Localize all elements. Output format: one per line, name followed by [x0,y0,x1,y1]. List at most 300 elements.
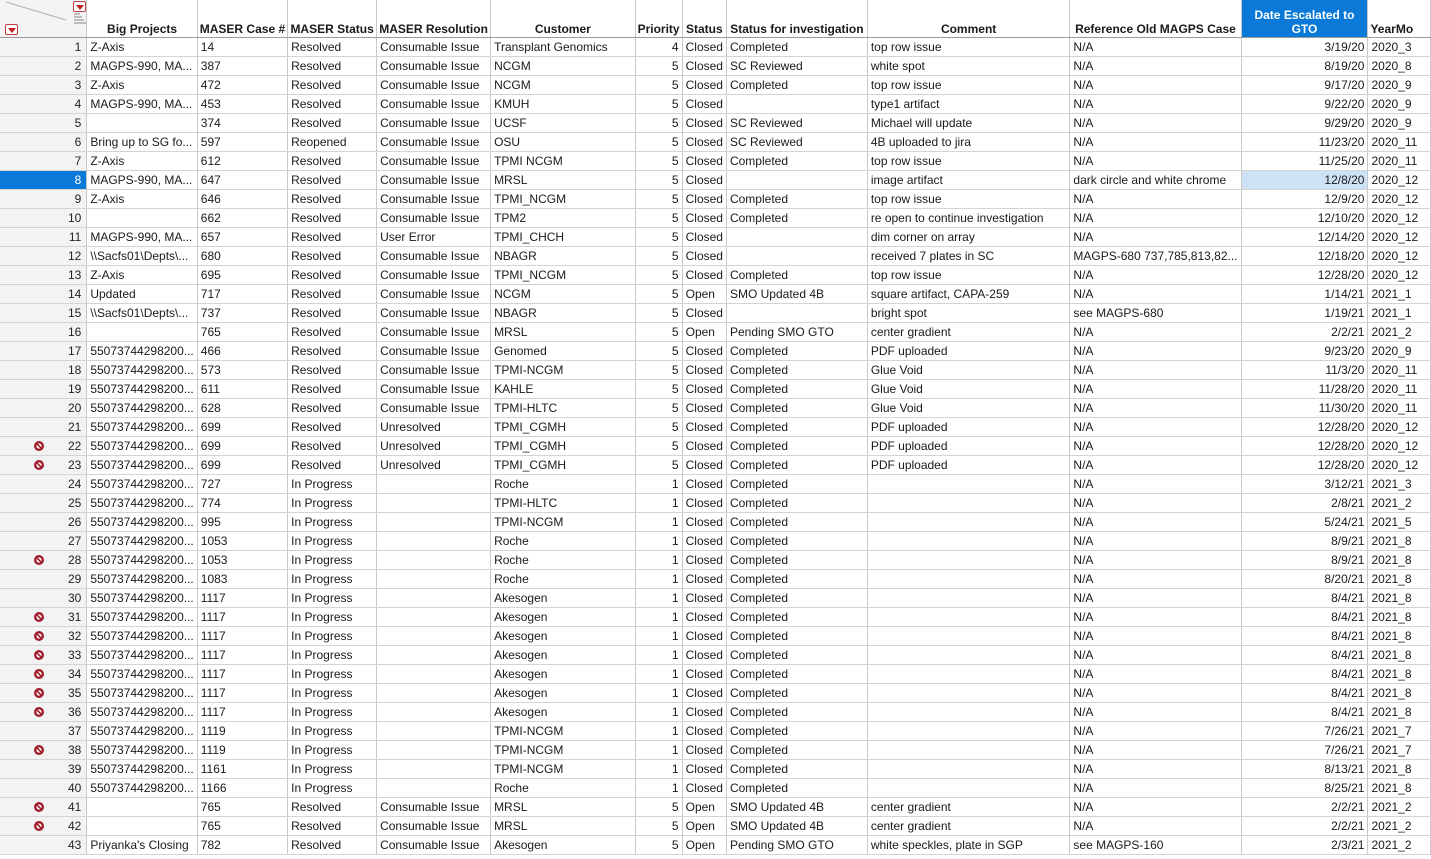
cell-maser-case[interactable]: 699 [197,418,287,437]
table-row[interactable] [0,437,1431,456]
cell-priority[interactable]: 1 [635,589,682,608]
cell-reference-old-magps-case[interactable]: N/A [1070,741,1241,760]
cell-maser-status[interactable]: In Progress [288,494,377,513]
column-reference-old-magps-case-header[interactable]: Reference Old MAGPS Case [1070,0,1241,38]
cell-maser-status[interactable]: Resolved [288,76,377,95]
table-row[interactable] [0,114,1431,133]
cell-customer[interactable]: TPMI-HLTC [491,494,636,513]
cell-priority[interactable]: 5 [635,304,682,323]
cell-big-projects[interactable] [87,114,197,133]
cell-comment[interactable]: top row issue [867,152,1070,171]
cell-big-projects[interactable]: 55073744298200... [87,475,197,494]
cell-customer[interactable]: TPMI-HLTC [491,399,636,418]
cell-big-projects[interactable]: 55073744298200... [87,513,197,532]
cell-big-projects[interactable]: 55073744298200... [87,627,197,646]
cell-yearmo[interactable]: 2020_12 [1368,228,1431,247]
cell-big-projects[interactable]: 55073744298200... [87,342,197,361]
row-header[interactable] [0,741,87,760]
cell-big-projects[interactable] [87,817,197,836]
cell-priority[interactable]: 1 [635,646,682,665]
cell-big-projects[interactable]: Priyanka's Closing [87,836,197,855]
cell-comment[interactable]: Glue Void [867,380,1070,399]
cell-comment[interactable]: center gradient [867,817,1070,836]
cell-status-for-investigation[interactable]: Completed [726,76,867,95]
column-yearmo-header[interactable]: YearMo [1368,0,1431,38]
cell-priority[interactable]: 5 [635,399,682,418]
row-header[interactable] [0,133,87,152]
cell-big-projects[interactable]: 55073744298200... [87,399,197,418]
cell-reference-old-magps-case[interactable]: N/A [1070,190,1241,209]
cell-big-projects[interactable] [87,798,197,817]
row-header[interactable] [0,266,87,285]
cell-comment[interactable]: PDF uploaded [867,418,1070,437]
cell-priority[interactable]: 1 [635,627,682,646]
cell-maser-case[interactable]: 1053 [197,532,287,551]
cell-maser-resolution[interactable] [377,551,491,570]
table-row[interactable] [0,190,1431,209]
cell-maser-case[interactable]: 1119 [197,722,287,741]
cell-priority[interactable]: 1 [635,684,682,703]
cell-yearmo[interactable]: 2021_8 [1368,532,1431,551]
row-header[interactable] [0,114,87,133]
table-row[interactable] [0,456,1431,475]
row-header[interactable] [0,285,87,304]
cell-maser-status[interactable]: Resolved [288,38,377,57]
cell-status[interactable]: Closed [682,228,726,247]
cell-date-escalated-to-gto[interactable]: 2/2/21 [1241,798,1368,817]
cell-reference-old-magps-case[interactable]: N/A [1070,798,1241,817]
cell-status[interactable]: Closed [682,494,726,513]
cell-maser-case[interactable]: 1117 [197,665,287,684]
cell-reference-old-magps-case[interactable]: N/A [1070,475,1241,494]
cell-comment[interactable] [867,551,1070,570]
cell-maser-case[interactable]: 628 [197,399,287,418]
cell-customer[interactable]: MRSL [491,817,636,836]
cell-reference-old-magps-case[interactable]: N/A [1070,532,1241,551]
cell-date-escalated-to-gto[interactable]: 8/4/21 [1241,703,1368,722]
cell-maser-status[interactable]: In Progress [288,779,377,798]
cell-status-for-investigation[interactable]: Completed [726,399,867,418]
cell-maser-status[interactable]: Resolved [288,836,377,855]
cell-maser-case[interactable]: 387 [197,57,287,76]
cell-yearmo[interactable]: 2021_3 [1368,475,1431,494]
cell-maser-resolution[interactable]: Consumable Issue [377,114,491,133]
cell-maser-resolution[interactable]: Consumable Issue [377,152,491,171]
cell-customer[interactable]: NCGM [491,285,636,304]
row-header[interactable] [0,190,87,209]
cell-yearmo[interactable]: 2021_8 [1368,684,1431,703]
cell-status[interactable]: Closed [682,570,726,589]
cell-date-escalated-to-gto[interactable]: 12/28/20 [1241,456,1368,475]
cell-maser-status[interactable]: Resolved [288,380,377,399]
cell-maser-case[interactable]: 612 [197,152,287,171]
cell-customer[interactable]: MRSL [491,798,636,817]
cell-status-for-investigation[interactable]: Completed [726,361,867,380]
row-header[interactable] [0,589,87,608]
cell-yearmo[interactable]: 2021_8 [1368,703,1431,722]
cell-maser-case[interactable]: 14 [197,38,287,57]
cell-maser-resolution[interactable] [377,646,491,665]
cell-customer[interactable]: TPMI-NCGM [491,361,636,380]
cell-yearmo[interactable]: 2021_2 [1368,494,1431,513]
cell-status[interactable]: Open [682,323,726,342]
cell-reference-old-magps-case[interactable]: N/A [1070,608,1241,627]
table-row[interactable] [0,361,1431,380]
cell-maser-resolution[interactable] [377,627,491,646]
column-customer-header[interactable]: Customer [491,0,636,38]
cell-status[interactable]: Closed [682,513,726,532]
cell-yearmo[interactable]: 2020_9 [1368,114,1431,133]
cell-customer[interactable]: TPMI_CGMH [491,437,636,456]
cell-maser-case[interactable]: 1119 [197,741,287,760]
row-header[interactable] [0,247,87,266]
cell-status-for-investigation[interactable]: Pending SMO GTO [726,323,867,342]
cell-comment[interactable] [867,665,1070,684]
table-row[interactable] [0,57,1431,76]
row-header[interactable] [0,95,87,114]
cell-reference-old-magps-case[interactable]: N/A [1070,209,1241,228]
cell-date-escalated-to-gto[interactable]: 2/8/21 [1241,494,1368,513]
cell-reference-old-magps-case[interactable]: N/A [1070,817,1241,836]
cell-status[interactable]: Closed [682,760,726,779]
cell-comment[interactable]: white speckles, plate in SGP [867,836,1070,855]
cell-comment[interactable]: white spot [867,57,1070,76]
cell-status[interactable]: Closed [682,76,726,95]
cell-priority[interactable]: 5 [635,285,682,304]
cell-comment[interactable]: Glue Void [867,399,1070,418]
cell-customer[interactable]: TPMI_NCGM [491,190,636,209]
cell-maser-resolution[interactable] [377,760,491,779]
cell-status[interactable]: Closed [682,342,726,361]
cell-maser-case[interactable]: 1083 [197,570,287,589]
cell-maser-case[interactable]: 695 [197,266,287,285]
cell-status[interactable]: Closed [682,38,726,57]
cell-maser-case[interactable]: 782 [197,836,287,855]
cell-customer[interactable]: TPMI_CGMH [491,418,636,437]
cell-maser-status[interactable]: Resolved [288,247,377,266]
row-header[interactable] [0,418,87,437]
cell-maser-status[interactable]: Reopened [288,133,377,152]
cell-reference-old-magps-case[interactable]: N/A [1070,95,1241,114]
cell-priority[interactable]: 1 [635,608,682,627]
cell-customer[interactable]: MRSL [491,323,636,342]
cell-yearmo[interactable]: 2021_2 [1368,817,1431,836]
cell-customer[interactable]: TPMI-NCGM [491,741,636,760]
cell-date-escalated-to-gto[interactable]: 8/13/21 [1241,760,1368,779]
cell-big-projects[interactable]: 55073744298200... [87,741,197,760]
cell-maser-status[interactable]: Resolved [288,456,377,475]
cell-comment[interactable] [867,627,1070,646]
cell-status-for-investigation[interactable]: Completed [726,190,867,209]
cell-customer[interactable]: TPMI_CHCH [491,228,636,247]
cell-status-for-investigation[interactable]: Completed [726,703,867,722]
cell-comment[interactable]: type1 artifact [867,95,1070,114]
cell-customer[interactable]: MRSL [491,171,636,190]
cell-big-projects[interactable]: 55073744298200... [87,532,197,551]
row-header[interactable] [0,570,87,589]
cell-reference-old-magps-case[interactable]: MAGPS-680 737,785,813,82... [1070,247,1241,266]
cell-big-projects[interactable]: 55073744298200... [87,494,197,513]
cell-date-escalated-to-gto[interactable]: 8/9/21 [1241,551,1368,570]
cell-comment[interactable]: PDF uploaded [867,456,1070,475]
cell-status[interactable]: Closed [682,532,726,551]
cell-priority[interactable]: 4 [635,38,682,57]
cell-maser-resolution[interactable] [377,722,491,741]
cell-yearmo[interactable]: 2021_2 [1368,323,1431,342]
cell-priority[interactable]: 5 [635,266,682,285]
cell-maser-case[interactable]: 1117 [197,589,287,608]
cell-status-for-investigation[interactable]: Completed [726,38,867,57]
cell-maser-case[interactable]: 597 [197,133,287,152]
cell-maser-status[interactable]: Resolved [288,285,377,304]
cell-status-for-investigation[interactable] [726,95,867,114]
cell-yearmo[interactable]: 2021_8 [1368,551,1431,570]
cell-priority[interactable]: 1 [635,760,682,779]
table-row[interactable] [0,399,1431,418]
cell-customer[interactable]: KAHLE [491,380,636,399]
cell-customer[interactable]: TPMI_CGMH [491,456,636,475]
cell-maser-case[interactable]: 647 [197,171,287,190]
cell-date-escalated-to-gto[interactable]: 12/9/20 [1241,190,1368,209]
cell-yearmo[interactable]: 2020_11 [1368,380,1431,399]
cell-comment[interactable] [867,722,1070,741]
cell-reference-old-magps-case[interactable]: N/A [1070,361,1241,380]
cell-status[interactable]: Closed [682,380,726,399]
cell-status-for-investigation[interactable]: SMO Updated 4B [726,798,867,817]
cell-reference-old-magps-case[interactable]: N/A [1070,722,1241,741]
cell-maser-case[interactable]: 1117 [197,627,287,646]
cell-comment[interactable]: image artifact [867,171,1070,190]
cell-maser-case[interactable]: 646 [197,190,287,209]
cell-customer[interactable]: Akesogen [491,646,636,665]
cell-comment[interactable]: center gradient [867,798,1070,817]
cell-status[interactable]: Open [682,836,726,855]
row-header[interactable] [0,342,87,361]
column-big-projects-header[interactable]: Big Projects [87,0,197,38]
cell-date-escalated-to-gto[interactable]: 11/25/20 [1241,152,1368,171]
column-date-escalated-to-gto-header[interactable]: Date Escalated to GTO [1241,0,1368,38]
cell-status-for-investigation[interactable]: Completed [726,475,867,494]
cell-comment[interactable] [867,741,1070,760]
cell-maser-resolution[interactable] [377,665,491,684]
cell-yearmo[interactable]: 2021_7 [1368,722,1431,741]
cell-big-projects[interactable]: 55073744298200... [87,665,197,684]
cell-status-for-investigation[interactable]: Completed [726,760,867,779]
cell-maser-case[interactable]: 765 [197,798,287,817]
table-row[interactable] [0,95,1431,114]
cell-priority[interactable]: 5 [635,190,682,209]
cell-status-for-investigation[interactable]: Completed [726,418,867,437]
cell-maser-case[interactable]: 1053 [197,551,287,570]
cell-maser-case[interactable]: 453 [197,95,287,114]
cell-big-projects[interactable]: Updated [87,285,197,304]
column-comment-header[interactable]: Comment [867,0,1070,38]
cell-customer[interactable]: TPMI_NCGM [491,266,636,285]
cell-maser-case[interactable]: 1117 [197,646,287,665]
cell-maser-resolution[interactable]: Consumable Issue [377,817,491,836]
cell-comment[interactable] [867,475,1070,494]
cell-reference-old-magps-case[interactable]: N/A [1070,418,1241,437]
cell-maser-status[interactable]: In Progress [288,760,377,779]
cell-comment[interactable] [867,703,1070,722]
column-priority-header[interactable]: Priority [635,0,682,38]
row-header[interactable] [0,551,87,570]
row-header[interactable] [0,513,87,532]
cell-maser-status[interactable]: Resolved [288,323,377,342]
cell-big-projects[interactable] [87,323,197,342]
cell-date-escalated-to-gto[interactable]: 8/4/21 [1241,665,1368,684]
cell-customer[interactable]: NBAGR [491,304,636,323]
cell-yearmo[interactable]: 2020_12 [1368,209,1431,228]
cell-maser-status[interactable]: In Progress [288,722,377,741]
cell-comment[interactable] [867,684,1070,703]
cell-status[interactable]: Closed [682,418,726,437]
cell-comment[interactable]: dim corner on array [867,228,1070,247]
cell-maser-status[interactable]: Resolved [288,114,377,133]
cell-customer[interactable]: TPMI-NCGM [491,722,636,741]
cell-priority[interactable]: 5 [635,817,682,836]
cell-maser-status[interactable]: Resolved [288,399,377,418]
cell-reference-old-magps-case[interactable]: N/A [1070,152,1241,171]
cell-customer[interactable]: Transplant Genomics [491,38,636,57]
cell-maser-status[interactable]: In Progress [288,684,377,703]
row-header[interactable] [0,798,87,817]
cell-maser-case[interactable]: 657 [197,228,287,247]
cell-priority[interactable]: 5 [635,76,682,95]
cell-comment[interactable]: Glue Void [867,361,1070,380]
cell-big-projects[interactable]: 55073744298200... [87,779,197,798]
cell-big-projects[interactable]: MAGPS-990, MA... [87,171,197,190]
cell-status-for-investigation[interactable]: Completed [726,494,867,513]
cell-maser-status[interactable]: Resolved [288,304,377,323]
cell-yearmo[interactable]: 2021_8 [1368,627,1431,646]
cell-maser-case[interactable]: 374 [197,114,287,133]
cell-priority[interactable]: 1 [635,570,682,589]
cell-maser-resolution[interactable]: Consumable Issue [377,95,491,114]
cell-status[interactable]: Closed [682,266,726,285]
cell-date-escalated-to-gto[interactable]: 11/28/20 [1241,380,1368,399]
cell-customer[interactable]: TPMI NCGM [491,152,636,171]
cell-maser-resolution[interactable]: Unresolved [377,437,491,456]
cell-reference-old-magps-case[interactable]: see MAGPS-160 [1070,836,1241,855]
cell-big-projects[interactable]: 55073744298200... [87,361,197,380]
cell-status-for-investigation[interactable]: SC Reviewed [726,114,867,133]
cell-maser-resolution[interactable] [377,513,491,532]
table-row[interactable] [0,133,1431,152]
cell-customer[interactable]: Akesogen [491,589,636,608]
table-row[interactable] [0,665,1431,684]
cell-priority[interactable]: 5 [635,133,682,152]
cell-status[interactable]: Closed [682,703,726,722]
cell-maser-resolution[interactable]: Consumable Issue [377,266,491,285]
cell-yearmo[interactable]: 2021_1 [1368,304,1431,323]
cell-yearmo[interactable]: 2021_2 [1368,836,1431,855]
cell-yearmo[interactable]: 2021_7 [1368,741,1431,760]
cell-date-escalated-to-gto[interactable]: 7/26/21 [1241,741,1368,760]
cell-yearmo[interactable]: 2021_8 [1368,646,1431,665]
table-row[interactable] [0,152,1431,171]
cell-comment[interactable]: Michael will update [867,114,1070,133]
cell-maser-resolution[interactable]: Consumable Issue [377,38,491,57]
table-row[interactable] [0,209,1431,228]
cell-yearmo[interactable]: 2020_11 [1368,152,1431,171]
cell-comment[interactable] [867,760,1070,779]
table-row[interactable] [0,722,1431,741]
cell-maser-status[interactable]: In Progress [288,665,377,684]
cell-comment[interactable]: top row issue [867,38,1070,57]
cell-reference-old-magps-case[interactable]: N/A [1070,513,1241,532]
cell-maser-status[interactable]: Resolved [288,228,377,247]
cell-date-escalated-to-gto[interactable]: 8/4/21 [1241,646,1368,665]
cell-maser-case[interactable]: 699 [197,437,287,456]
cell-status-for-investigation[interactable]: Completed [726,779,867,798]
cell-status-for-investigation[interactable] [726,304,867,323]
row-header[interactable] [0,665,87,684]
cell-priority[interactable]: 5 [635,361,682,380]
cell-date-escalated-to-gto[interactable]: 9/22/20 [1241,95,1368,114]
cell-status-for-investigation[interactable]: Completed [726,209,867,228]
cell-priority[interactable]: 5 [635,114,682,133]
cell-date-escalated-to-gto[interactable]: 2/3/21 [1241,836,1368,855]
row-header[interactable] [0,836,87,855]
column-maser-case-header[interactable]: MASER Case # [197,0,287,38]
cell-maser-resolution[interactable] [377,779,491,798]
cell-big-projects[interactable]: \\Sacfs01\Depts\... [87,247,197,266]
cell-comment[interactable]: 4B uploaded to jira [867,133,1070,152]
cell-maser-resolution[interactable]: User Error [377,228,491,247]
cell-status-for-investigation[interactable]: Completed [726,684,867,703]
cell-big-projects[interactable]: 55073744298200... [87,418,197,437]
cell-reference-old-magps-case[interactable]: N/A [1070,627,1241,646]
cell-yearmo[interactable]: 2021_8 [1368,665,1431,684]
cell-date-escalated-to-gto[interactable]: 12/18/20 [1241,247,1368,266]
cell-maser-status[interactable]: In Progress [288,551,377,570]
cell-customer[interactable]: Roche [491,779,636,798]
cell-big-projects[interactable]: \\Sacfs01\Depts\... [87,304,197,323]
cell-maser-case[interactable]: 1117 [197,608,287,627]
cell-maser-status[interactable]: Resolved [288,266,377,285]
cell-yearmo[interactable]: 2020_12 [1368,171,1431,190]
cell-customer[interactable]: TPM2 [491,209,636,228]
cell-maser-resolution[interactable]: Consumable Issue [377,285,491,304]
table-row[interactable] [0,703,1431,722]
cell-maser-status[interactable]: In Progress [288,703,377,722]
cell-status-for-investigation[interactable]: Completed [726,741,867,760]
cell-big-projects[interactable]: Z-Axis [87,38,197,57]
cell-yearmo[interactable]: 2020_9 [1368,76,1431,95]
cell-priority[interactable]: 1 [635,494,682,513]
cell-reference-old-magps-case[interactable]: N/A [1070,703,1241,722]
cell-maser-resolution[interactable]: Consumable Issue [377,76,491,95]
cell-priority[interactable]: 5 [635,209,682,228]
cell-customer[interactable]: OSU [491,133,636,152]
cell-maser-status[interactable]: In Progress [288,646,377,665]
table-row[interactable] [0,285,1431,304]
cell-reference-old-magps-case[interactable]: N/A [1070,646,1241,665]
cell-yearmo[interactable]: 2020_12 [1368,418,1431,437]
cell-status[interactable]: Closed [682,171,726,190]
cell-status[interactable]: Closed [682,741,726,760]
cell-date-escalated-to-gto[interactable]: 12/28/20 [1241,437,1368,456]
cell-maser-status[interactable]: Resolved [288,817,377,836]
row-header[interactable] [0,152,87,171]
cell-date-escalated-to-gto[interactable]: 3/12/21 [1241,475,1368,494]
cell-priority[interactable]: 5 [635,418,682,437]
cell-priority[interactable]: 1 [635,779,682,798]
cell-reference-old-magps-case[interactable]: N/A [1070,266,1241,285]
cell-reference-old-magps-case[interactable]: N/A [1070,456,1241,475]
cell-big-projects[interactable]: 55073744298200... [87,684,197,703]
